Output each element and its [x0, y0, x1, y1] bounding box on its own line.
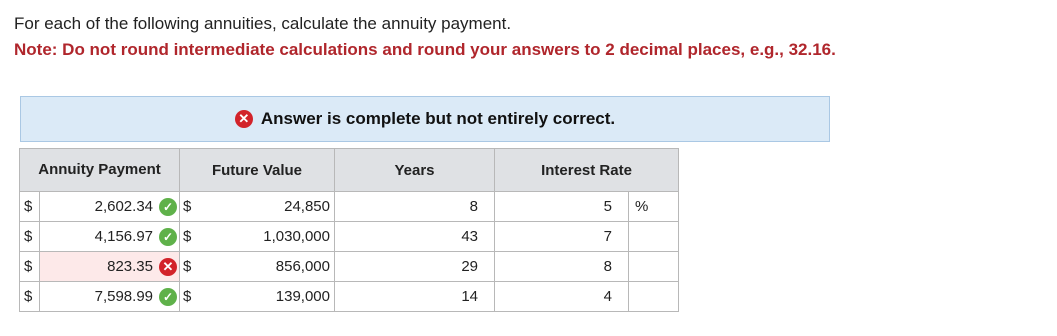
header-years: Years — [335, 149, 495, 192]
payment-input[interactable] — [40, 192, 180, 222]
payment-value: 4,156.97 — [94, 228, 153, 245]
instructions-text: For each of the following annuities, calculate the annuity payment. — [14, 14, 512, 33]
interest-rate-cell: 4 — [495, 282, 629, 312]
payment-value: 2,602.34 — [94, 198, 153, 215]
header-annuity-payment: Annuity Payment — [20, 149, 180, 192]
check-icon: ✓ — [159, 198, 177, 216]
payment-input[interactable] — [40, 252, 180, 282]
table-header-row — [20, 149, 679, 192]
payment-input[interactable] — [40, 222, 180, 252]
header-future-value: Future Value — [180, 149, 335, 192]
future-value-cell — [180, 252, 335, 282]
future-value-cell — [180, 222, 335, 252]
percent-cell — [629, 282, 679, 312]
interest-rate-cell: 7 — [495, 222, 629, 252]
future-value-cell — [180, 192, 335, 222]
check-icon: ✓ — [159, 228, 177, 246]
future-value: 856,000 — [275, 258, 330, 275]
banner-text: Answer is complete but not entirely correct. — [260, 109, 616, 128]
check-icon: ✓ — [159, 288, 177, 306]
payment-input[interactable] — [40, 282, 180, 312]
incorrect-icon: ✕ — [159, 258, 177, 276]
table-row — [20, 282, 679, 312]
years-cell: 43 — [335, 222, 495, 252]
payment-value: 7,598.99 — [94, 288, 153, 305]
table-row — [20, 222, 679, 252]
interest-rate-cell: 5 — [495, 192, 629, 222]
x-circle-icon: ✕ — [235, 110, 253, 128]
future-value: 1,030,000 — [263, 228, 330, 245]
percent-cell — [629, 222, 679, 252]
future-value-currency: $ — [183, 258, 192, 275]
percent-cell — [629, 252, 679, 282]
rounding-note: Note: Do not round intermediate calculations and round your answers to 2 decimal places, e.g., 32.16. — [14, 40, 836, 59]
percent-cell: % — [629, 192, 679, 222]
future-value-currency: $ — [183, 288, 192, 305]
annuity-table — [19, 148, 679, 312]
years-cell: 14 — [335, 282, 495, 312]
future-value-currency: $ — [183, 198, 192, 215]
payment-currency: $ — [20, 222, 40, 252]
years-cell: 8 — [335, 192, 495, 222]
interest-rate-cell: 8 — [495, 252, 629, 282]
payment-value: 823.35 — [107, 258, 153, 275]
payment-currency: $ — [20, 252, 40, 282]
table-row — [20, 252, 679, 282]
years-cell: 29 — [335, 252, 495, 282]
future-value-cell — [180, 282, 335, 312]
future-value: 24,850 — [284, 198, 330, 215]
future-value-currency: $ — [183, 228, 192, 245]
payment-currency: $ — [20, 282, 40, 312]
future-value: 139,000 — [275, 288, 330, 305]
payment-currency: $ — [20, 192, 40, 222]
table-row — [20, 192, 679, 222]
header-interest-rate: Interest Rate — [495, 149, 679, 192]
result-banner — [20, 96, 830, 142]
